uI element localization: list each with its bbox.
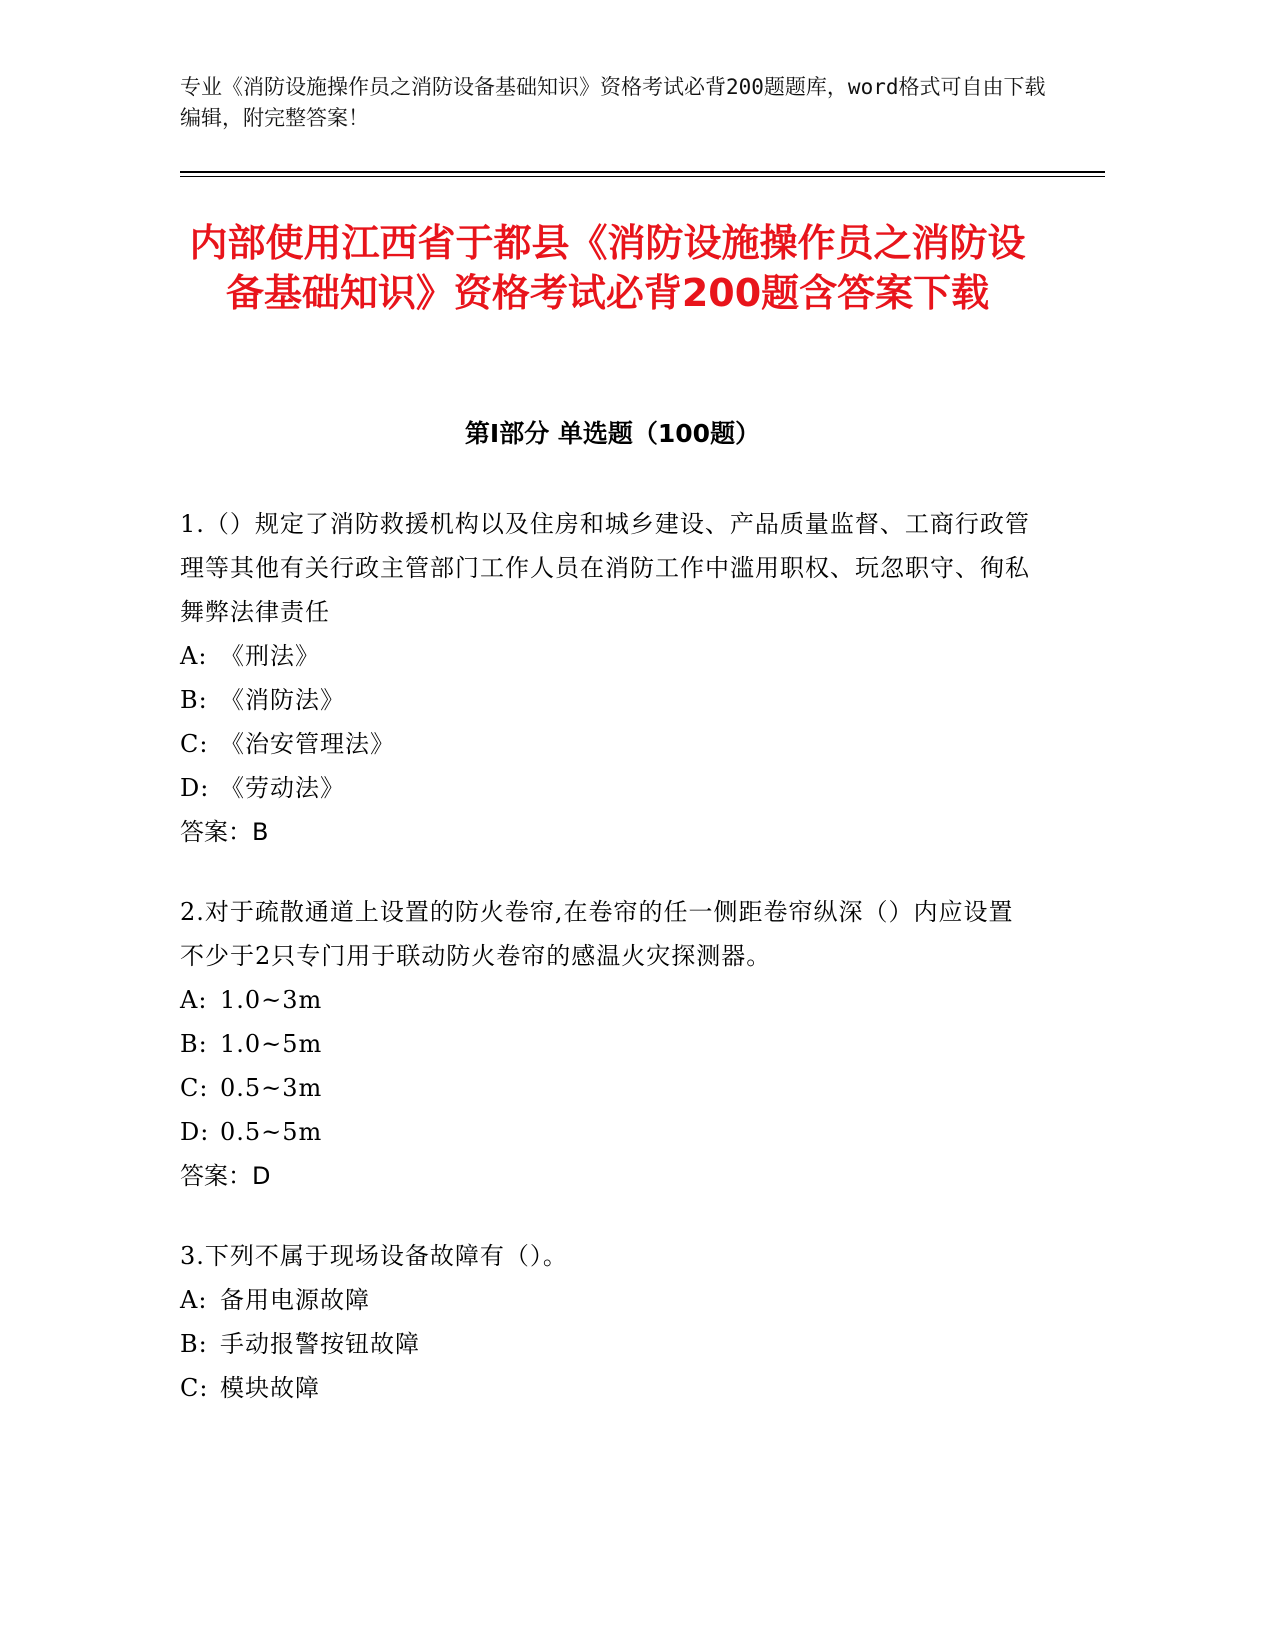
option-text: 备用电源故障	[220, 1286, 370, 1314]
option-text: 1.0~3m	[220, 986, 323, 1014]
option-b	[180, 678, 1030, 722]
question-1	[180, 502, 1030, 854]
option-letter: D:	[180, 1118, 210, 1146]
header-rule-thin	[180, 176, 1105, 177]
option-b	[180, 1022, 1030, 1066]
option-text: 《消防法》	[220, 686, 345, 714]
answer-label: 答案：	[180, 1162, 252, 1190]
option-letter: A:	[180, 1286, 208, 1314]
option-c	[180, 1366, 1030, 1410]
option-text: 手动报警按钮故障	[220, 1330, 420, 1358]
option-letter: B:	[180, 686, 208, 714]
option-text: 0.5~3m	[220, 1074, 323, 1102]
option-text: 模块故障	[220, 1374, 320, 1402]
option-letter: C:	[180, 1374, 209, 1402]
option-d	[180, 1110, 1030, 1154]
option-letter: B:	[180, 1030, 208, 1058]
question-text: 2.对于疏散通道上设置的防火卷帘,在卷帘的任一侧距卷帘纵深（）内应设置不少于2只专门用于联动防火卷帘的感温火灾探测器。	[180, 898, 1014, 970]
question-text: 1.（）规定了消防救援机构以及住房和城乡建设、产品质量监督、工商行政管理等其他有关行政主管部门工作人员在消防工作中滥用职权、玩忽职守、徇私舞弊法律责任	[180, 510, 1030, 626]
option-letter: B:	[180, 1330, 208, 1358]
question-list	[180, 502, 1030, 1446]
document-title: 内部使用江西省于都县《消防设施操作员之消防设备基础知识》资格考试必背200题含答案下载	[189, 221, 1026, 315]
answer-value: D	[252, 1162, 271, 1190]
option-a	[180, 634, 1030, 678]
option-c	[180, 722, 1030, 766]
option-a	[180, 978, 1030, 1022]
question-text: 3.下列不属于现场设备故障有（）。	[180, 1242, 568, 1270]
option-d	[180, 766, 1030, 810]
option-text: 《劳动法》	[220, 774, 345, 802]
option-letter: C:	[180, 1074, 209, 1102]
answer-line	[180, 1154, 1030, 1198]
option-text: 1.0~5m	[220, 1030, 323, 1058]
option-a	[180, 1278, 1030, 1322]
answer-label: 答案：	[180, 818, 252, 846]
option-letter: A:	[180, 642, 208, 670]
option-letter: A:	[180, 986, 208, 1014]
option-letter: C:	[180, 730, 209, 758]
option-c	[180, 1066, 1030, 1110]
header-rule-thick	[180, 171, 1105, 173]
option-text: 《治安管理法》	[220, 730, 395, 758]
option-text: 0.5~5m	[220, 1118, 323, 1146]
section-title: 第Ⅰ部分 单选题（100题）	[464, 419, 761, 448]
option-b	[180, 1322, 1030, 1366]
answer-value: B	[252, 818, 269, 846]
question-3	[180, 1234, 1030, 1410]
option-text: 《刑法》	[220, 642, 320, 670]
question-2	[180, 890, 1030, 1198]
option-letter: D:	[180, 774, 210, 802]
answer-line	[180, 810, 1030, 854]
page-header: 专业《消防设施操作员之消防设备基础知识》资格考试必背200题题库，word格式可自由下载编辑，附完整答案！	[180, 75, 1046, 130]
